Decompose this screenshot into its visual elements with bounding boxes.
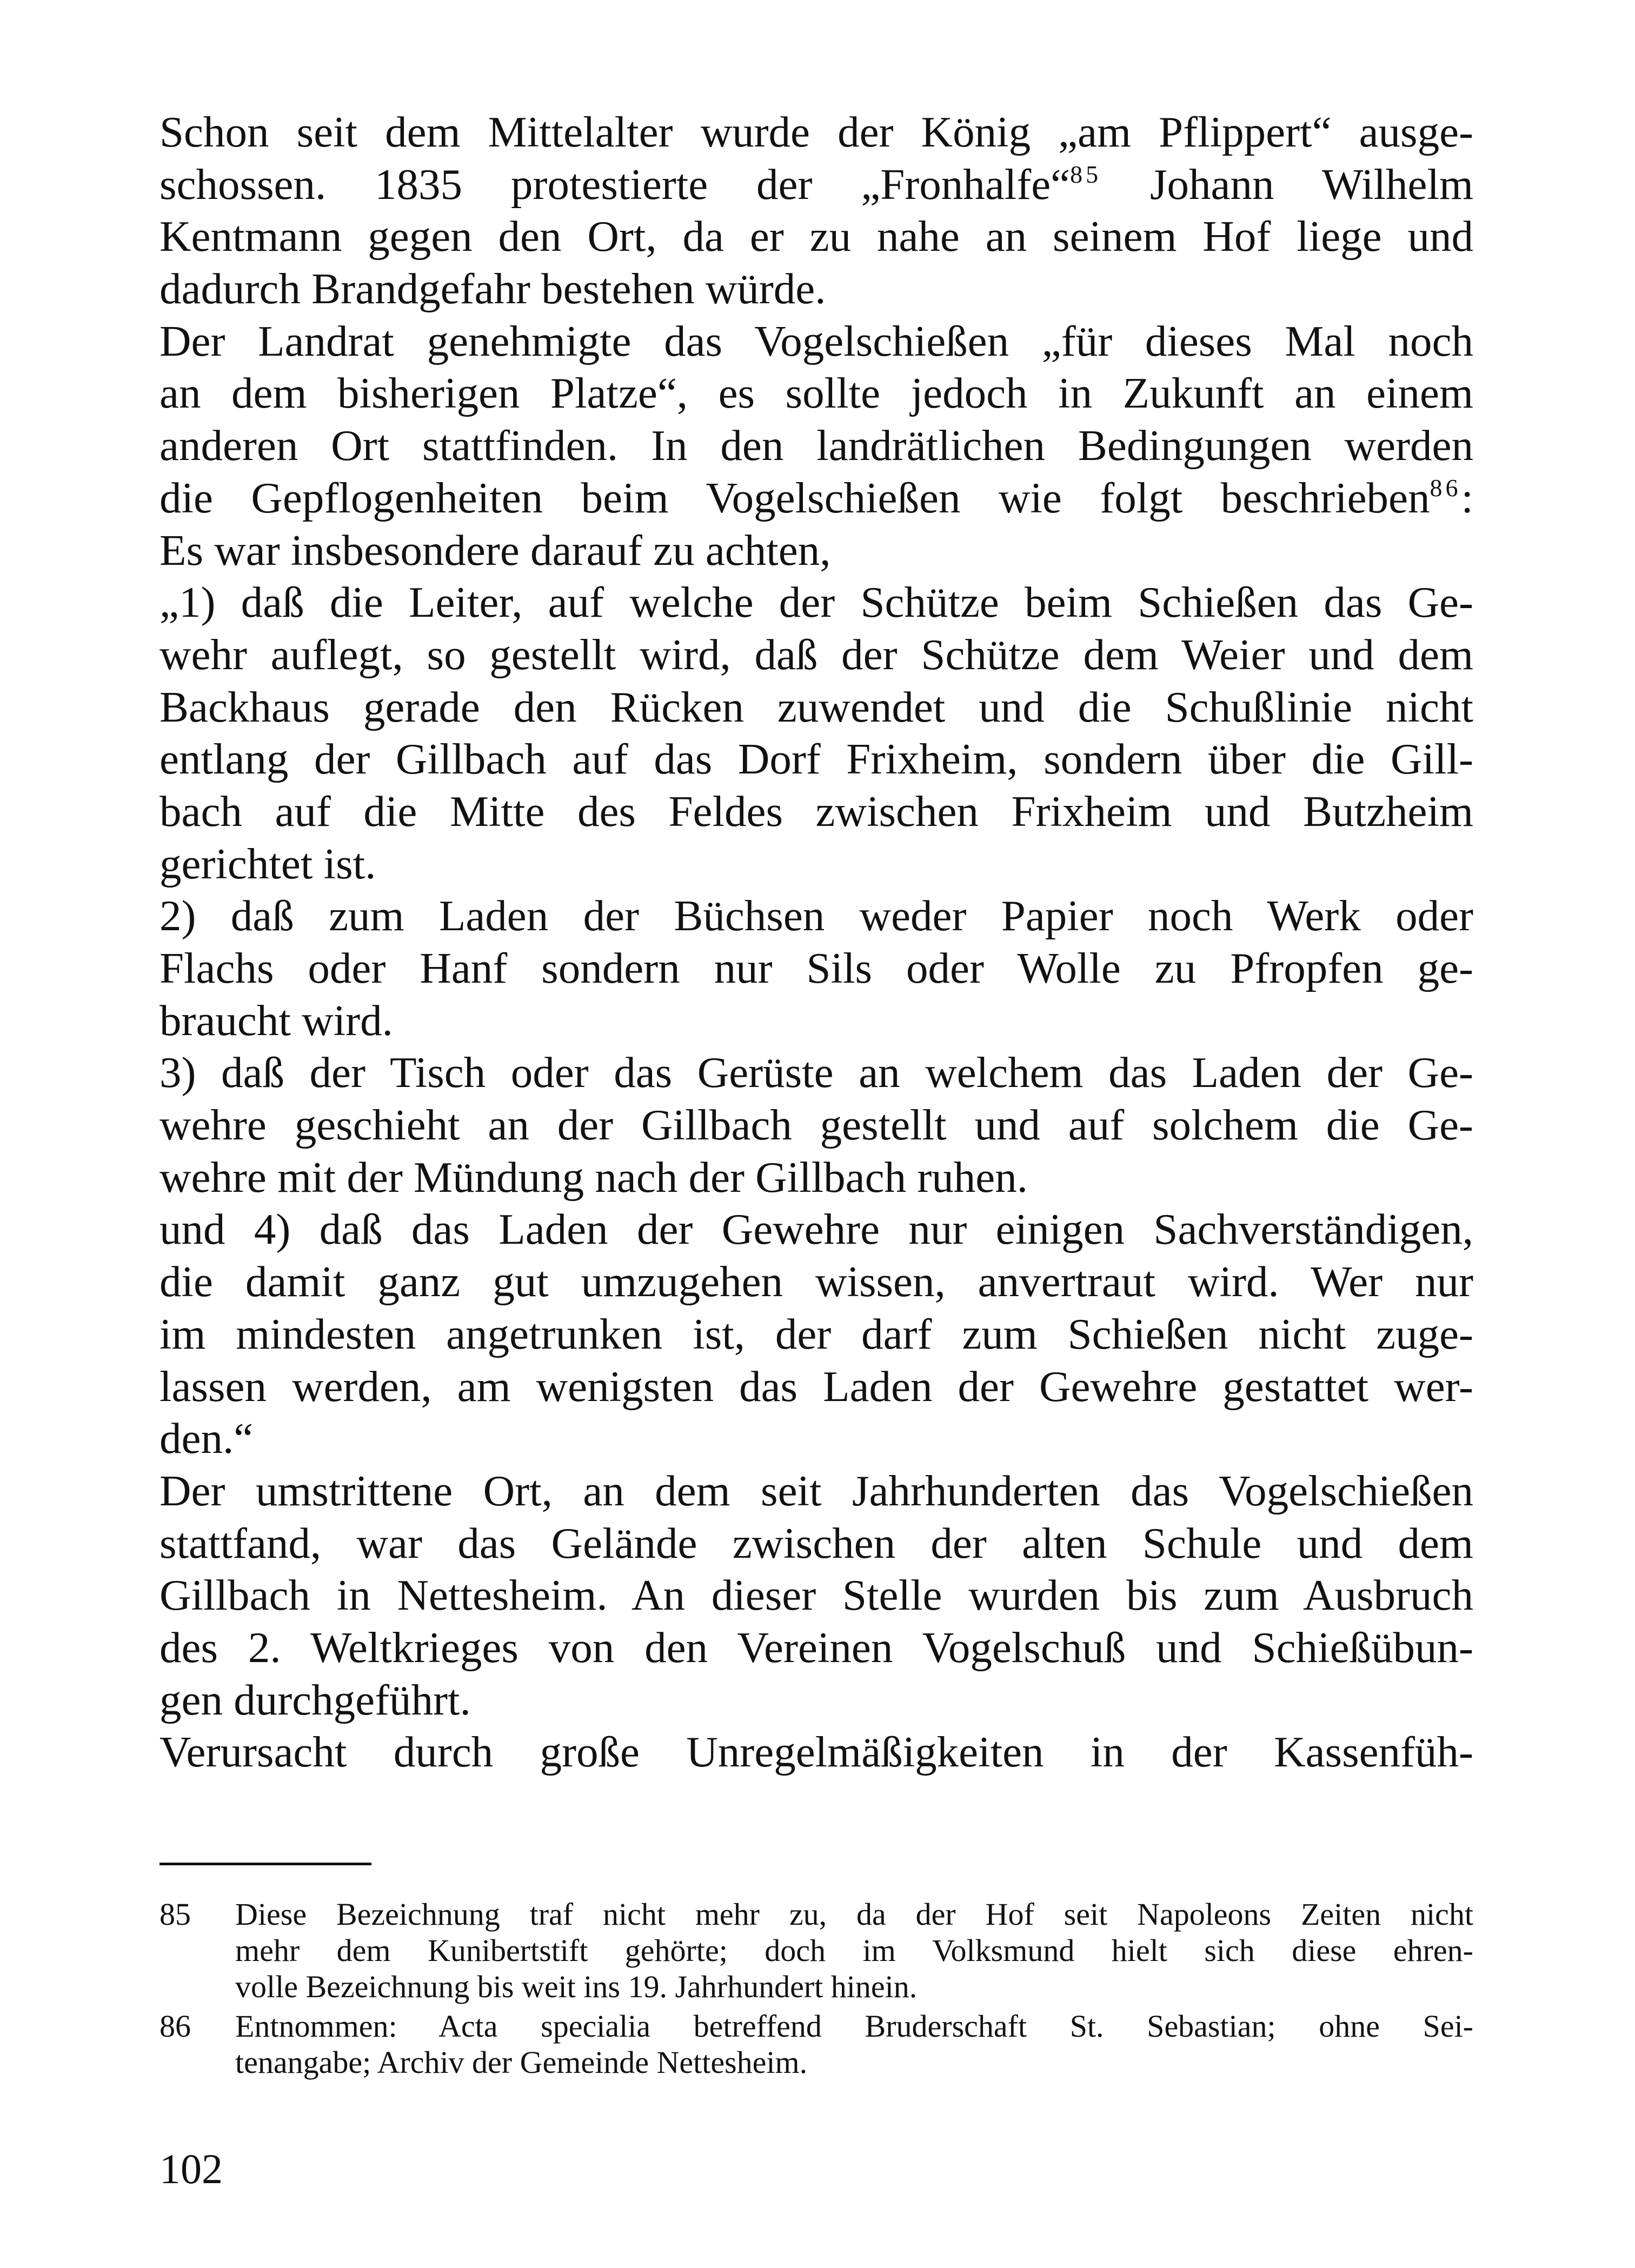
text-line: die damit ganz gut umzugehen wissen, anvertraut wird. Wer nur (159, 1257, 1473, 1306)
text-line: lassen werden, am wenigsten das Laden der Gewehre gestattet wer- (159, 1362, 1473, 1411)
text-line: 2) daß zum Laden der Büchsen weder Papier noch Werk oder (159, 891, 1473, 940)
text-fragment: Johann Wilhelm (1101, 159, 1473, 209)
footnote-line: Diese Bezeichnung traf nicht mehr zu, da der Hof seit Napoleons Zeiten nicht (235, 1897, 1473, 1932)
footnote-separator (159, 1863, 371, 1865)
text-line: wehre geschieht an der Gillbach gestellt und auf solchem die Ge- (159, 1100, 1473, 1150)
text-line: stattfand, war das Gelände zwischen der alten Schule und dem (159, 1518, 1473, 1567)
text-line: Gillbach in Nettesheim. An dieser Stelle wurden bis zum Ausbruch (159, 1571, 1473, 1620)
text-fragment: die Gepflogenheiten beim Vogelschießen wie folgt beschrieben (159, 473, 1430, 522)
text-line: gerichtet ist. (159, 839, 376, 888)
footnote-line: mehr dem Kunibertstift gehörte; doch im Volksmund hielt sich diese ehren- (235, 1933, 1473, 1968)
footnote-line: Entnommen: Acta specialia betreffend Bruderschaft St. Sebastian; ohne Sei- (235, 2009, 1473, 2044)
text-line: braucht wird. (159, 996, 393, 1045)
text-line: des 2. Weltkrieges von den Vereinen Vogelschuß und Schießübun- (159, 1623, 1473, 1672)
text-line: anderen Ort stattfinden. In den landrätlichen Bedingungen werden (159, 421, 1473, 470)
text-line: Es war insbesondere darauf zu achten, (159, 525, 831, 575)
text-fragment: schossen. 1835 protestierte der „Fronhalfe“ (159, 159, 1071, 209)
footnote-number: 85 (159, 1897, 191, 1932)
text-line: dadurch Brandgefahr bestehen würde. (159, 264, 826, 313)
text-line (159, 158, 1473, 211)
footnote-number: 86 (159, 2009, 191, 2044)
text-line: entlang der Gillbach auf das Dorf Frixheim, sondern über die Gill- (159, 735, 1473, 784)
footnotes (159, 1896, 1473, 2084)
text-line: Schon seit dem Mittelalter wurde der König „am Pflippert“ ausge- (159, 108, 1473, 156)
text-line: Der Landrat genehmigte das Vogelschießen „für dieses Mal noch (159, 316, 1473, 365)
text-line (159, 472, 1473, 524)
page-number: 102 (159, 2145, 223, 2192)
footnote-line: tenangabe; Archiv der Gemeinde Nettesheim. (235, 2045, 808, 2080)
text-line: Der umstrittene Ort, an dem seit Jahrhunderten das Vogelschießen (159, 1466, 1473, 1515)
footnote-85 (159, 1896, 1473, 2005)
text-line: an dem bisherigen Platze“, es sollte jedoch in Zukunft an einem (159, 369, 1473, 418)
main-text (159, 106, 1473, 1778)
text-line: Flachs oder Hanf sondern nur Sils oder Wolle zu Pfropfen ge- (159, 944, 1473, 992)
footnote-line: volle Bezeichnung bis weit ins 19. Jahrhundert hinein. (235, 1969, 918, 2004)
text-line: bach auf die Mitte des Feldes zwischen Frixheim und Butzheim (159, 786, 1473, 836)
text-fragment: : (1461, 473, 1473, 522)
text-line: „1) daß die Leiter, auf welche der Schütze beim Schießen das Ge- (159, 578, 1473, 627)
footnote-reference-86: 86 (1430, 473, 1461, 502)
text-line: wehr auflegt, so gestellt wird, daß der Schütze dem Weier und dem (159, 630, 1473, 679)
text-line: gen durchgeführt. (159, 1675, 471, 1724)
text-line: im mindesten angetrunken ist, der darf zum Schießen nicht zuge- (159, 1309, 1473, 1358)
text-line: wehre mit der Mündung nach der Gillbach ruhen. (159, 1152, 1028, 1202)
text-line: 3) daß der Tisch oder das Gerüste an welchem das Laden der Ge- (159, 1048, 1473, 1097)
text-line: den.“ (159, 1414, 254, 1463)
text-line: und 4) daß das Laden der Gewehre nur einigen Sachverständigen, (159, 1205, 1473, 1254)
footnote-86 (159, 2008, 1473, 2080)
footnote-text (235, 2008, 1473, 2080)
footnote-text (235, 1896, 1473, 2005)
footnote-reference-85: 85 (1070, 160, 1102, 188)
text-line: Verursacht durch große Unregelmäßigkeiten in der Kassenfüh- (159, 1727, 1473, 1777)
text-line: Kentmann gegen den Ort, da er zu nahe an seinem Hof liege und (159, 212, 1473, 261)
text-line: Backhaus gerade den Rücken zuwendet und die Schußlinie nicht (159, 682, 1473, 731)
